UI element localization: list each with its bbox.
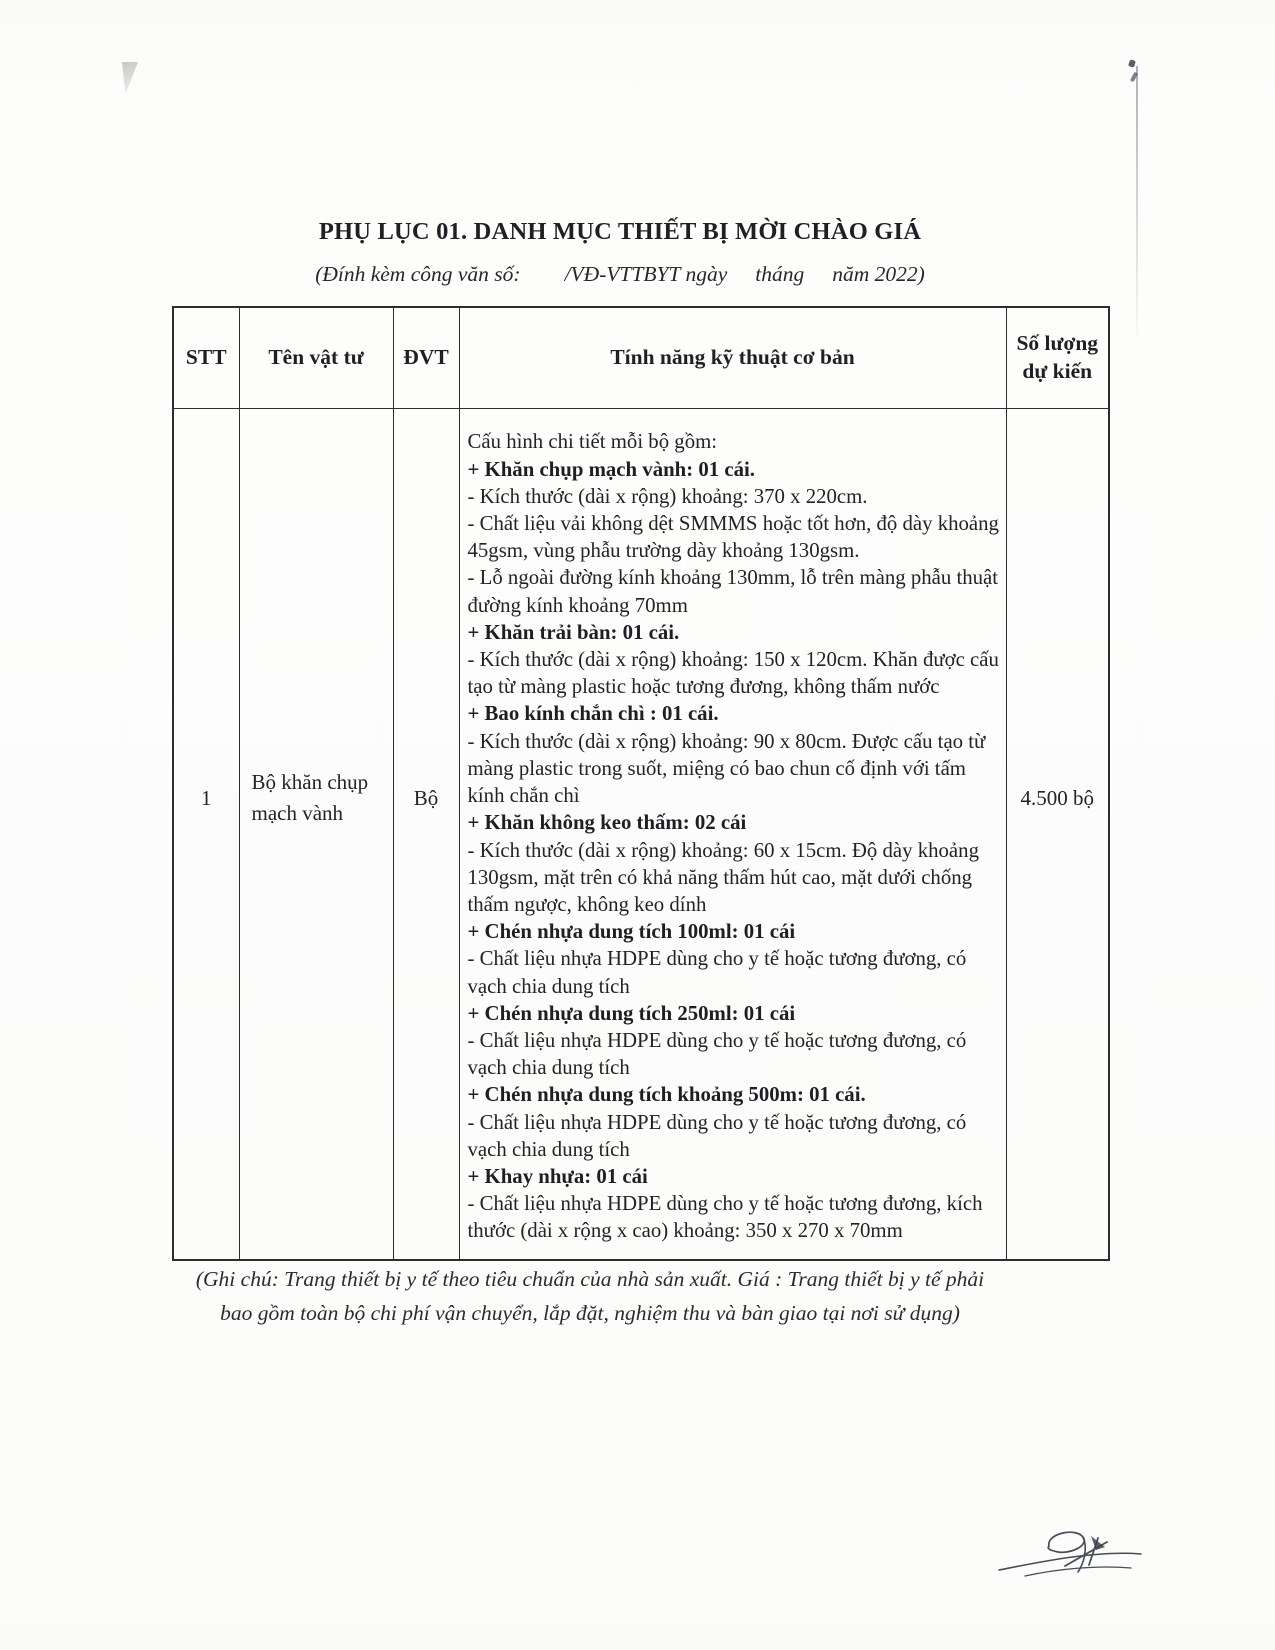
- footnote-line-1: (Ghi chú: Trang thiết bị y tế theo tiêu chuẩn của nhà sản xuất. Giá : Trang thiết bị y tế phải: [195, 1267, 985, 1291]
- spec-item: - Chất liệu nhựa HDPE dùng cho y tế hoặc tương đương, có vạch chia dung tích: [467, 1110, 967, 1161]
- spec-item: + Chén nhựa dung tích khoảng 500m: 01 cái.: [467, 1083, 866, 1107]
- scan-page-edge-line: [1136, 66, 1138, 336]
- spec-item: + Bao kính chắn chì : 01 cái.: [467, 702, 719, 726]
- spec-item: - Lỗ ngoài đường kính khoảng 130mm, lỗ trên màng phẫu thuật đường kính khoảng 70mm: [467, 566, 999, 617]
- spec-item: + Chén nhựa dung tích 100ml: 01 cái: [467, 920, 796, 944]
- subtitle-doc-ref: /VĐ-VTTBYT ngày: [564, 262, 728, 286]
- header-stt: STT: [173, 307, 239, 409]
- subtitle-year-label: năm 2022): [832, 262, 925, 286]
- header-tinh-nang: Tính năng kỹ thuật cơ bản: [459, 307, 1006, 409]
- cell-so-luong: [1006, 409, 1109, 1261]
- page-title: PHỤ LỤC 01. DANH MỤC THIẾT BỊ MỜI CHÀO GIÁ: [318, 218, 922, 245]
- spec-item: - Kích thước (dài x rộng) khoảng: 370 x 220cm.: [467, 484, 868, 508]
- footnote: [140, 1262, 1040, 1330]
- spec-list: [468, 428, 1001, 1244]
- spec-item: + Chén nhựa dung tích 250ml: 01 cái: [467, 1001, 796, 1025]
- header-dvt: ĐVT: [393, 307, 459, 409]
- subtitle-prefix: (Đính kèm công văn số:: [315, 262, 521, 286]
- spec-item: - Kích thước (dài x rộng) khoảng: 60 x 15cm. Độ dày khoảng 130gsm, mặt trên có khả năng thấm hút cao, mặt dưới chống thấm ngược, không keo dính: [467, 838, 979, 916]
- cell-tinh-nang: [459, 409, 1006, 1261]
- page-subtitle: [152, 262, 1088, 287]
- spec-item: Cấu hình chi tiết mỗi bộ gồm:: [467, 430, 718, 454]
- quantity-value: 4.500 bộ: [1020, 785, 1094, 810]
- table-header-row: [173, 307, 1109, 409]
- spec-item: - Chất liệu vải không dệt SMMMS hoặc tốt hơn, độ dày khoảng 45gsm, vùng phẫu trường dày khoảng 130gsm.: [467, 512, 999, 563]
- header-so-luong: Số lượng dự kiến: [1006, 307, 1109, 409]
- spec-item: + Khay nhựa: 01 cái: [467, 1164, 648, 1188]
- spec-item: - Kích thước (dài x rộng) khoảng: 150 x 120cm. Khăn được cấu tạo từ màng plastic hoặc tương đương, không thấm nước: [467, 648, 999, 699]
- item-name: Bộ khăn chụp mạch vành: [251, 769, 369, 825]
- spec-item: + Khăn chụp mạch vành: 01 cái.: [467, 457, 755, 481]
- unit-value: Bộ: [413, 785, 439, 810]
- subtitle-month-label: tháng: [755, 262, 805, 286]
- spec-item: + Khăn không keo thấm: 02 cái: [467, 811, 747, 835]
- spec-item: + Khăn trải bàn: 01 cái.: [467, 620, 680, 644]
- table-row: [173, 409, 1109, 1261]
- cell-ten-vat-tu: [239, 409, 393, 1261]
- footnote-line-2: bao gồm toàn bộ chi phí vận chuyển, lắp đặt, nghiệm thu và bàn giao tại nơi sử dụng): [220, 1301, 960, 1325]
- cell-dvt: [393, 409, 459, 1261]
- spec-item: - Chất liệu nhựa HDPE dùng cho y tế hoặc tương đương, kích thước (dài x rộng x cao) khoảng: 350 x 270 x 70mm: [467, 1192, 983, 1243]
- cell-stt: [173, 409, 239, 1261]
- signature-scribble: [995, 1518, 1145, 1584]
- header-ten-vat-tu: Tên vật tư: [239, 307, 393, 409]
- scan-fold-artifact: [122, 62, 138, 94]
- equipment-table: [172, 306, 1110, 1261]
- scan-ink-mark: [1128, 59, 1136, 68]
- spec-item: - Chất liệu nhựa HDPE dùng cho y tế hoặc tương đương, có vạch chia dung tích: [467, 947, 967, 998]
- spec-item: - Kích thước (dài x rộng) khoảng: 90 x 80cm. Được cấu tạo từ màng plastic trong suốt, miệng có bao chun cố định với tấm kính chắn chì: [467, 729, 986, 808]
- stt-value: 1: [201, 785, 212, 810]
- spec-item: - Chất liệu nhựa HDPE dùng cho y tế hoặc tương đương, có vạch chia dung tích: [467, 1028, 967, 1080]
